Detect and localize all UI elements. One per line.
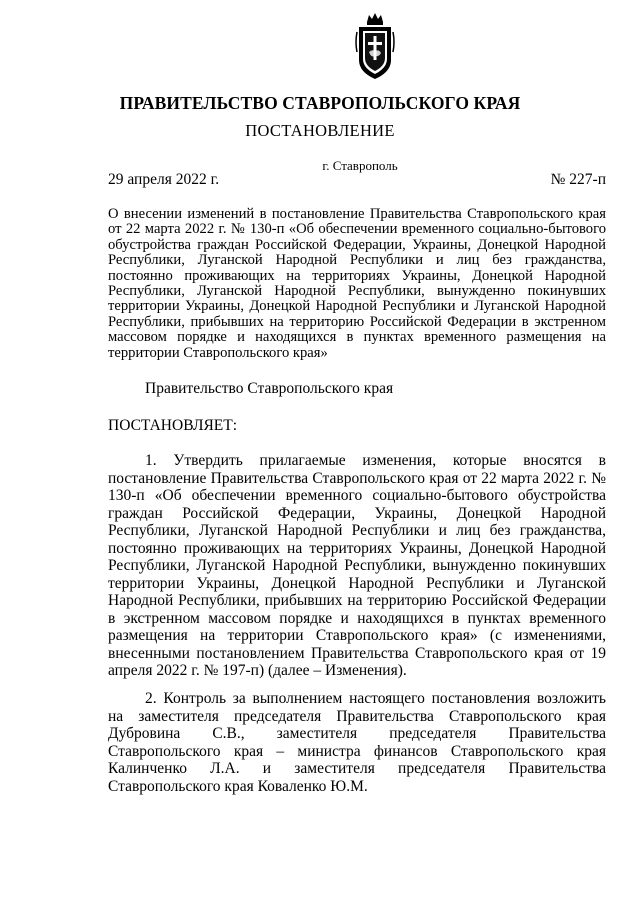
- paragraph-2: 2. Контроль за выполнением настоящего постановления возложить на заместителя председателя Правительства Ставропольского края Дубровина С.В., заместителя председателя Правительства Ставропольского края – министра финансов Ставропольского края Калинченко Л.А. и заместителя председателя Правительства Ставропольского края Коваленко Ю.М.: [108, 690, 606, 795]
- city-label: г. Ставрополь: [322, 158, 398, 173]
- document-number: № 227-п: [550, 171, 606, 188]
- government-label: Правительство Ставропольского края: [145, 380, 394, 397]
- paragraph-1: 1. Утвердить прилагаемые изменения, которые вносятся в постановление Правительства Ставропольского края от 22 марта 2022 г. № 130-п «Об обеспечении временного социально-бытового обустройства граждан Российской Федерации, Украины, Донецкой Народной Республики, Луганской Народной Республики и лиц без гражданства, постоянно проживающих на территориях Украины, Донецкой Народной Республики, Луганской Народной Республики, вынужденно покинувших территории Украины, Донецкой Народной Республики и Луганской Народной Республики, прибывших на территорию Российской Федерации в экстренном массовом порядке и находящихся в пунктах временного размещения на территории Ставропольского края» (с изменениями, внесенными постановлением Правительства Ставропольского края от 19 апреля 2022 г. № 197-п) (далее – Изменения).: [108, 452, 606, 679]
- resolves-heading: ПОСТАНОВЛЯЕТ:: [108, 417, 238, 434]
- document-date: 29 апреля 2022 г.: [108, 171, 220, 188]
- coat-of-arms-icon: [354, 12, 396, 82]
- organization-title: ПРАВИТЕЛЬСТВО СТАВРОПОЛЬСКОГО КРАЯ: [119, 93, 521, 113]
- document-subject: О внесении изменений в постановление Правительства Ставропольского края от 22 марта 2022 г. № 130-п «Об обеспечении временного социально-бытового обустройства граждан Российской Федерации, Украины, Донецкой Народной Республики, Луганской Народной Республики и лиц без гражданства, постоянно проживающих на территориях Украины, Донецкой Народной Республики, Луганской Народной Республики, вынужденно покинувших территории Украины, Донецкой Народной Республики и Луганской Народной Республики, прибывших на территорию Российской Федерации в экстренном массовом порядке и находящихся в пунктах временного размещения на территории Ставропольского края»: [108, 206, 606, 361]
- document-type: ПОСТАНОВЛЕНИЕ: [245, 121, 395, 140]
